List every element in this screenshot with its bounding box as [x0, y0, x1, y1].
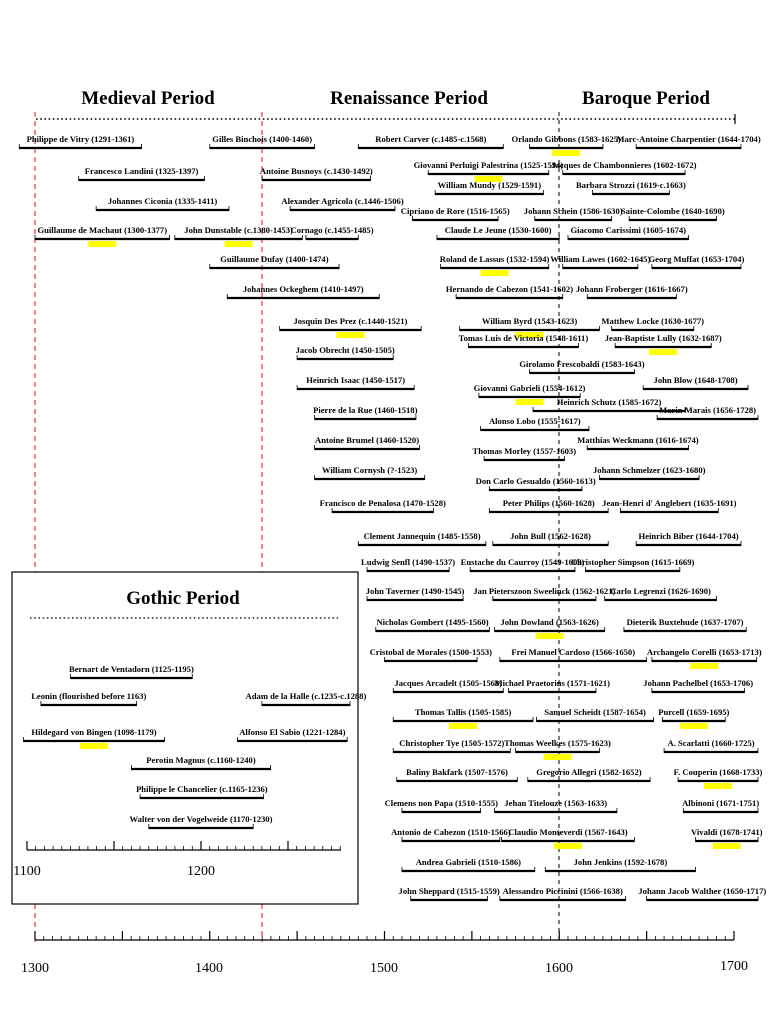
composer-bar-48 [461, 557, 585, 572]
medieval-period-title: Medieval Period [81, 88, 215, 109]
composer-label: Clement Jannequin (1485-1558) [363, 531, 481, 541]
composer-bar-54 [504, 738, 611, 760]
highlight-marker [481, 270, 509, 276]
axis-label-1600: 1600 [545, 961, 573, 976]
composer-label: John Dunstable (c.1380-1453) [184, 225, 293, 235]
highlight-marker [649, 349, 677, 355]
composer-bar-22 [370, 647, 493, 662]
composer-bar-32 [414, 160, 564, 182]
composer-bar-71 [605, 333, 722, 355]
highlight-marker [552, 150, 580, 156]
composer-label: Roland de Lassus (1532-1594) [439, 254, 550, 264]
composer-label: Matthias Weckmann (1616-1674) [577, 435, 699, 445]
composer-label: Antoine Brumel (1460-1520) [314, 435, 420, 445]
composer-label: Tomas Luis de Victoria (1548-1611) [458, 333, 589, 343]
composer-label: Dieterik Buxtehude (1637-1707) [626, 617, 744, 627]
composer-bar-55 [528, 767, 650, 782]
composer-bar-52 [495, 678, 611, 693]
composer-bar-4 [210, 134, 315, 149]
composer-label: Gregorio Allegri (1582-1652) [536, 767, 642, 777]
highlight-marker [225, 241, 253, 247]
composer-label: Jean-Henri d' Anglebert (1635-1691) [602, 498, 737, 508]
composer-label: William Lawes (1602-1645) [550, 254, 651, 264]
composer-label: Frei Manuel Cardoso (1566-1650) [511, 647, 636, 657]
composer-bar-5 [260, 166, 373, 181]
composer-bar-7 [175, 225, 303, 247]
composer-bar-59 [500, 886, 626, 901]
composer-label: Antoine Busnoys (c.1430-1492) [259, 166, 373, 176]
composer-label: Vivaldi (1678-1741) [691, 827, 763, 837]
highlight-marker [713, 843, 741, 849]
composer-bar-11 [280, 316, 422, 338]
composer-label: Giovanni Perluigi Palestrina (1525-1594) [413, 160, 564, 170]
composer-bar-28 [391, 827, 511, 842]
composer-bar-9 [210, 254, 339, 269]
composer-label: Cipriano de Rore (1516-1565) [400, 206, 510, 216]
baroque-period-title: Baroque Period [582, 88, 710, 109]
composer-label: William Byrd (1543-1623) [481, 316, 578, 326]
composer-label: Philippe le Chancelier (c.1165-1236) [136, 784, 268, 794]
composer-label: Carlo Legrenzi (1626-1690) [610, 586, 711, 596]
highlight-marker [80, 743, 108, 749]
composer-label: Barbara Strozzi (1619-c.1663) [575, 180, 686, 190]
composer-bar-64 [524, 206, 623, 221]
composer-bar-88 [638, 886, 766, 901]
composer-label: Giovanni Gabrieli (1554-1612) [473, 383, 586, 393]
composer-label: Johann Schmelzer (1623-1680) [592, 465, 706, 475]
composer-bar-66 [568, 225, 689, 240]
composer-label: John Bull (1562-1628) [510, 531, 591, 541]
composer-label: Claudio Monteverdi (1567-1643) [508, 827, 628, 837]
composer-bar-45 [476, 476, 596, 491]
composer-bar-68 [648, 254, 744, 269]
composer-label: William Mundy (1529-1591) [437, 180, 542, 190]
composer-bar-1 [79, 166, 205, 181]
composer-bar-39 [459, 333, 589, 348]
composer-label: Jean-Baptiste Lully (1632-1687) [604, 333, 722, 343]
highlight-marker [544, 754, 572, 760]
composer-label: Johannes Ockeghem (1410-1497) [242, 284, 364, 294]
composer-label: Matthew Locke (1630-1677) [601, 316, 705, 326]
composer-label: Samuel Scheidt (1587-1654) [544, 707, 646, 717]
composer-label: Cristobal de Morales (1500-1553) [369, 647, 493, 657]
gothic-axis-label-1100: 1100 [13, 864, 41, 879]
composer-bar-35 [437, 225, 559, 240]
composer-label: Josquin Des Prez (c.1440-1521) [293, 316, 408, 326]
composer-bar-29 [402, 857, 535, 872]
highlight-marker [704, 783, 732, 789]
composer-label: Perotin Magnus (c.1160-1240) [146, 755, 256, 765]
composer-bar-27 [385, 798, 499, 813]
composer-label: Eustache du Caurroy (1549-1609) [460, 557, 585, 567]
composer-bar-58 [545, 857, 695, 872]
composer-label: Ludwig Senfl (1490-1537) [361, 557, 456, 567]
composer-label: Hildegard von Bingen (1098-1179) [31, 727, 157, 737]
composer-label: Claude Le Jeune (1530-1600) [444, 225, 552, 235]
composer-bar-56 [495, 798, 617, 813]
composer-bar-53 [537, 707, 654, 722]
composer-label: Jehan Titelouze (1563-1633) [504, 798, 608, 808]
composer-bar-50 [495, 617, 605, 639]
composer-label: Orlando Gibbons (1583-1625) [511, 134, 621, 144]
composer-bar-65 [621, 206, 725, 221]
axis-label-1500: 1500 [370, 961, 398, 976]
composer-bar-25 [393, 738, 510, 753]
highlight-marker [554, 843, 582, 849]
gothic-period-title: Gothic Period [126, 588, 240, 609]
composer-label: Johann Froberger (1616-1667) [575, 284, 688, 294]
composer-label: Alfonso El Sabio (1221-1284) [239, 727, 346, 737]
composer-bar-12 [296, 345, 395, 360]
composer-label: Cornago (c.1455-1485) [290, 225, 374, 235]
composer-bar-43 [481, 416, 589, 431]
composer-bar-87 [691, 827, 763, 849]
composer-label: Jacques Arcadelt (1505-1568) [394, 678, 503, 688]
highlight-marker [536, 633, 564, 639]
composer-label: Antonio de Cabezon (1510-1566) [391, 827, 511, 837]
composer-label: Jacob Obrecht (1450-1505) [295, 345, 395, 355]
composer-label: Philippe de Vitry (1291-1361) [26, 134, 135, 144]
composer-label: Alexander Agricola (c.1446-1506) [281, 196, 404, 206]
composer-label: Giacomo Carissimi (1605-1674) [570, 225, 687, 235]
axis-label-1700: 1700 [720, 959, 748, 974]
composer-bar-80 [624, 617, 746, 632]
composer-label: Don Carlo Gesualdo (1560-1613) [475, 476, 596, 486]
composer-label: Christopher Simpson (1615-1669) [570, 557, 695, 567]
renaissance-period-title: Renaissance Period [330, 88, 488, 109]
highlight-marker [449, 723, 477, 729]
composer-label: Georg Muffat (1653-1704) [648, 254, 745, 264]
composer-bar-60 [512, 134, 621, 156]
composer-label: Hernando de Cabezon (1541-1602) [445, 284, 574, 294]
composer-bar-34 [401, 206, 510, 221]
composer-bar-83 [658, 707, 729, 729]
composer-bar-21 [376, 617, 490, 632]
composer-label: John Sheppard (1515-1559) [398, 886, 500, 896]
composer-label: Christopher Tye (1505-1572) [399, 738, 505, 748]
gothic-period-inset [12, 572, 366, 904]
composer-label: Heinrich Biber (1644-1704) [638, 531, 739, 541]
composer-bar-79 [605, 586, 717, 601]
composer-label: Marc-Antoine Charpentier (1644-1704) [616, 134, 761, 144]
composer-bar-40 [519, 359, 644, 374]
composer-label: Heinrich Isaac (1450-1517) [306, 375, 406, 385]
composer-bar-76 [602, 498, 737, 513]
composer-bar-57 [502, 827, 635, 849]
composer-bar-47 [493, 531, 608, 546]
composer-label: Guillaume de Machaut (1300-1377) [37, 225, 168, 235]
composer-bar-70 [601, 316, 704, 331]
composer-label: Johann Schein (1586-1630) [523, 206, 623, 216]
composer-label: Purcell (1659-1695) [658, 707, 730, 717]
composer-bar-86 [682, 798, 759, 813]
composer-bar-31 [358, 134, 503, 149]
composer-bar-36 [440, 254, 550, 276]
composer-bar-3 [35, 225, 170, 247]
composer-label: Andrea Gabrieli (1510-1586) [415, 857, 522, 867]
composer-label: William Cornysh (?-1523) [321, 465, 418, 475]
gothic-axis-label-1200: 1200 [187, 864, 215, 879]
composer-bar-75 [593, 465, 706, 480]
composer-label: Girolamo Frescobaldi (1583-1643) [519, 359, 645, 369]
composer-bar-72 [643, 375, 748, 390]
composer-label: John Dowland (1563-1626) [500, 617, 599, 627]
composer-label: Michael Praetorius (1571-1621) [494, 678, 611, 688]
composer-bar-24 [393, 707, 533, 729]
composer-label: Archangelo Corelli (1653-1713) [646, 647, 762, 657]
composer-label: Sainte-Colombe (1640-1690) [620, 206, 725, 216]
composer-label: Johannes Ciconia (1335-1411) [107, 196, 218, 206]
composer-label: A. Scarlatti (1660-1725) [667, 738, 755, 748]
composer-label: Jan Pieterszoon Sweelinck (1562-1621) [473, 586, 616, 596]
composer-bar-37 [446, 284, 573, 299]
composer-bar-85 [674, 767, 763, 789]
composer-bar-23 [393, 678, 503, 693]
composer-bar-77 [636, 531, 741, 546]
composer-bar-78 [571, 557, 695, 572]
composer-label: F. Couperin (1668-1733) [673, 767, 763, 777]
axis-label-1300: 1300 [21, 961, 49, 976]
composer-bar-81 [647, 647, 762, 669]
composer-label: Adam de la Halle (c.1235-c.1288) [245, 691, 367, 701]
highlight-marker [680, 723, 708, 729]
composer-bar-67 [550, 254, 650, 269]
highlight-marker [88, 241, 116, 247]
composer-bar-73 [657, 405, 758, 420]
composer-bar-17 [320, 498, 446, 513]
main-timeline-axis [35, 931, 734, 940]
composer-label: Thomas Morley (1557-1603) [472, 446, 577, 456]
composer-bar-61 [616, 134, 760, 149]
composer-label: Nicholas Gombert (1495-1560) [376, 617, 489, 627]
composer-label: Gilles Binchois (1400-1460) [212, 134, 313, 144]
composer-label: Albinoni (1671-1751) [682, 798, 760, 808]
composer-label: Clemens non Papa (1510-1555) [384, 798, 498, 808]
composer-label: Marin Marais (1656-1728) [659, 405, 757, 415]
gothic-inset-frame [12, 572, 358, 904]
composer-bar-6 [281, 196, 403, 211]
composer-bar-19 [361, 557, 455, 572]
composer-label: John Jenkins (1592-1678) [573, 857, 668, 867]
composer-bar-46 [489, 498, 608, 513]
composer-label: Robert Carver (c.1485-c.1568) [375, 134, 487, 144]
composer-label: Johann Pachelbel (1653-1706) [643, 678, 754, 688]
axis-label-1400: 1400 [195, 961, 223, 976]
highlight-marker [690, 663, 718, 669]
composer-bar-49 [473, 586, 615, 601]
composer-bar-62 [551, 160, 696, 175]
composer-label: Johann Jacob Walther (1650-1717) [638, 886, 767, 896]
composer-label: Peter Philips (1560-1628) [502, 498, 595, 508]
composer-label: Francisco de Penalosa (1470-1528) [319, 498, 446, 508]
composer-bar-74 [577, 435, 699, 450]
composer-bar-30 [399, 886, 500, 901]
composer-bar-82 [643, 678, 753, 693]
composer-bar-13 [297, 375, 414, 390]
composer-label: Heinrich Schutz (1585-1672) [556, 397, 662, 407]
composer-label: Baliny Bakfark (1507-1576) [406, 767, 508, 777]
composer-bar-0 [19, 134, 141, 149]
composer-bar-20 [366, 586, 465, 601]
composer-label: Jacques de Chambonnieres (1602-1672) [551, 160, 697, 170]
composer-bar-8 [291, 225, 374, 240]
composer-label: Thomas Weelkes (1575-1623) [504, 738, 611, 748]
composer-bar-84 [664, 738, 758, 753]
composer-bar-14 [313, 405, 418, 420]
composer-label: John Blow (1648-1708) [653, 375, 738, 385]
composer-label: Francesco Landini (1325-1397) [84, 166, 199, 176]
highlight-marker [516, 399, 544, 405]
composer-label: Guillaume Dufay (1400-1474) [220, 254, 329, 264]
composer-bar-63 [576, 180, 686, 195]
composer-label: Alessandro Piccinini (1566-1638) [502, 886, 623, 896]
composer-label: Thomas Tallis (1505-1585) [414, 707, 512, 717]
composer-bar-2 [96, 196, 229, 211]
composer-bar-15 [315, 435, 420, 450]
composer-label: John Taverner (1490-1545) [365, 586, 465, 596]
composer-bar-26 [397, 767, 518, 782]
composer-bar-69 [576, 284, 688, 299]
composer-bar-16 [315, 465, 425, 480]
composer-label: Bernart de Ventadorn (1125-1195) [68, 664, 194, 674]
composer-bar-44 [473, 446, 577, 461]
composer-label: Pierre de la Rue (1460-1518) [313, 405, 418, 415]
composer-bar-18 [358, 531, 486, 546]
composer-label: Alonso Lobo (1555-1617) [488, 416, 581, 426]
composer-bar-10 [227, 284, 379, 299]
composer-label: Walter von der Vogelweide (1170-1230) [129, 814, 273, 824]
highlight-marker [336, 332, 364, 338]
composer-bar-33 [435, 180, 543, 195]
composer-label: Leonin (flourished before 1163) [31, 691, 147, 701]
composer-bar-51 [500, 647, 647, 662]
